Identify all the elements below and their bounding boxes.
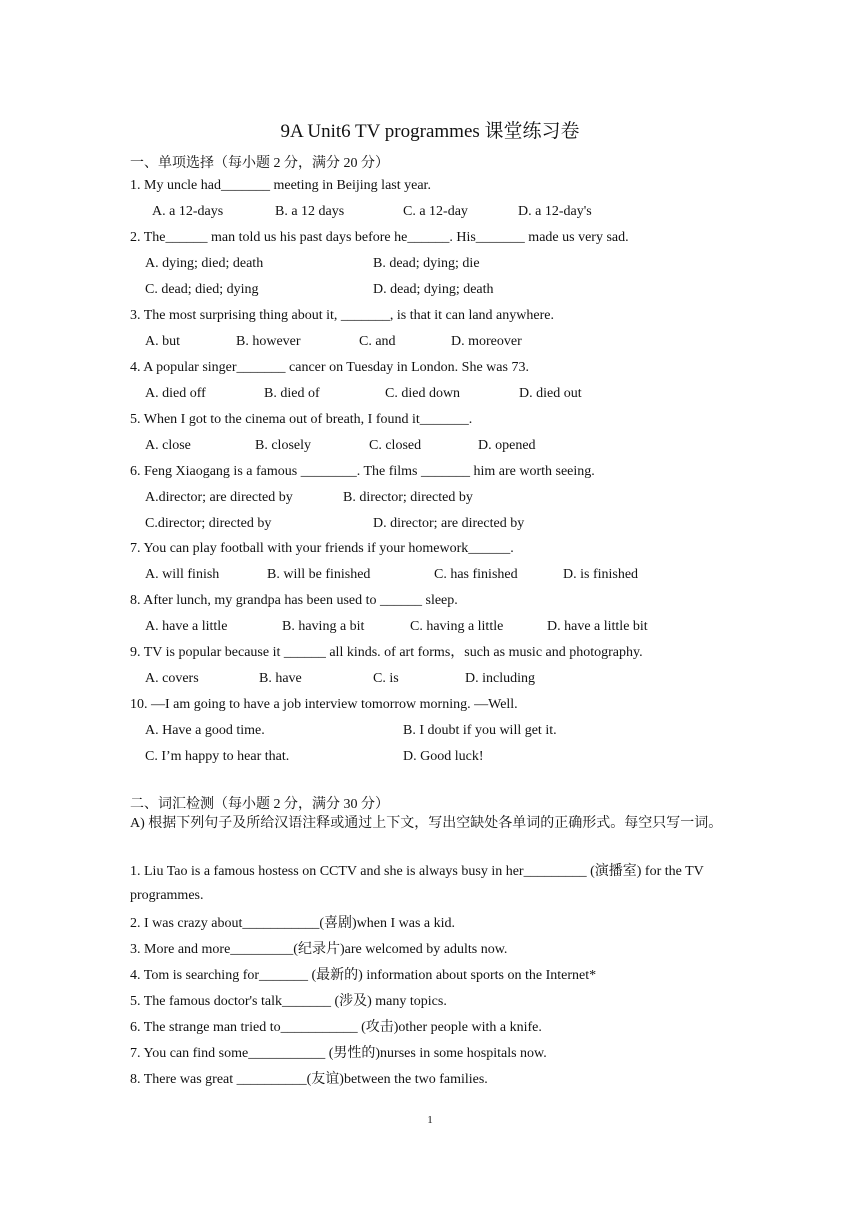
section-instruction: A) 根据下列句子及所给汉语注释或通过上下文，写出空缺处各单词的正确形式。每空只写一词。 — [130, 816, 723, 831]
section-heading-1: 一、单项选择（每小题 2 分，满分 20 分） — [130, 156, 389, 171]
option-c: C. I’m happy to hear that. — [145, 749, 290, 764]
vocab-item: 6. The strange man tried to___________ (攻击)other people with a knife. — [130, 1020, 542, 1035]
option-c: C. having a little — [410, 619, 504, 634]
option-b: B. director; directed by — [343, 490, 473, 505]
vocab-item: 3. More and more_________(纪录片)are welcomed by adults now. — [130, 942, 508, 957]
option-d: D. including — [465, 671, 535, 686]
option-c: C. a 12-day — [403, 204, 468, 219]
option-d: D. opened — [478, 438, 536, 453]
option-c: C. dead; died; dying — [145, 282, 259, 297]
question-stem: 3. The most surprising thing about it, _______, is that it can land anywhere. — [130, 308, 554, 323]
vocab-item: 2. I was crazy about___________(喜剧)when I was a kid. — [130, 916, 456, 931]
option-d: D. have a little bit — [547, 619, 648, 634]
option-d: D. is finished — [563, 567, 639, 582]
option-d: D. dead; dying; death — [373, 282, 494, 297]
page-number: 1 — [427, 1114, 433, 1126]
option-b: B. closely — [255, 438, 311, 453]
option-c: C. and — [359, 334, 396, 349]
option-b: B. I doubt if you will get it. — [403, 723, 557, 738]
option-d: D. a 12-day's — [518, 204, 592, 219]
option-b: B. however — [236, 334, 301, 349]
vocab-item: 7. You can find some___________ (男性的)nurses in some hospitals now. — [130, 1046, 547, 1061]
document-title: 9A Unit6 TV programmes 课堂练习卷 — [280, 121, 580, 142]
option-a: A. but — [145, 334, 180, 349]
option-a: A. a 12-days — [152, 204, 224, 219]
option-a: A. covers — [145, 671, 199, 686]
option-a: A. died off — [145, 386, 206, 401]
option-a: A. Have a good time. — [145, 723, 265, 738]
vocab-item: 1. Liu Tao is a famous hostess on CCTV and she is always busy in her_________ (演播室) for the TV programmes. — [130, 864, 704, 903]
option-c: C.director; directed by — [145, 516, 272, 531]
option-c: C. died down — [385, 386, 461, 401]
option-d: D. died out — [519, 386, 582, 401]
option-b: B. died of — [264, 386, 320, 401]
question-stem: 4. A popular singer_______ cancer on Tuesday in London. She was 73. — [130, 360, 529, 375]
vocab-item: 4. Tom is searching for_______ (最新的) information about sports on the Internet* — [130, 968, 597, 983]
question-stem: 6. Feng Xiaogang is a famous ________. The films _______ him are worth seeing. — [130, 464, 595, 479]
vocab-item: 8. There was great __________(友谊)between the two families. — [130, 1072, 488, 1087]
option-b: B. a 12 days — [275, 204, 345, 219]
option-d: D. Good luck! — [403, 749, 484, 764]
option-b: B. having a bit — [282, 619, 365, 634]
option-a: A.director; are directed by — [145, 490, 293, 505]
option-a: A. dying; died; death — [145, 256, 264, 271]
option-a: A. have a little — [145, 619, 228, 634]
section-heading-2: 二、词汇检测（每小题 2 分，满分 30 分） — [130, 797, 389, 812]
vocab-item: 5. The famous doctor's talk_______ (涉及) many topics. — [130, 994, 447, 1009]
question-stem: 5. When I got to the cinema out of breath, I found it_______. — [130, 412, 473, 427]
option-c: C. closed — [369, 438, 422, 453]
question-stem: 1. My uncle had_______ meeting in Beijing last year. — [130, 178, 431, 193]
question-stem: 10. —I am going to have a job interview tomorrow morning. —Well. — [130, 697, 518, 712]
question-stem: 9. TV is popular because it ______ all kinds. of art forms，such as music and photography. — [130, 645, 643, 660]
option-d: D. director; are directed by — [373, 516, 525, 531]
option-c: C. is — [373, 671, 399, 686]
question-stem: 2. The______ man told us his past days before he______. His_______ made us very sad. — [130, 230, 629, 245]
question-stem: 7. You can play football with your friends if your homework______. — [130, 541, 514, 556]
option-b: B. dead; dying; die — [373, 256, 480, 271]
option-b: B. will be finished — [267, 567, 371, 582]
option-c: C. has finished — [434, 567, 518, 582]
question-stem: 8. After lunch, my grandpa has been used to ______ sleep. — [130, 593, 458, 608]
option-b: B. have — [259, 671, 302, 686]
option-a: A. will finish — [145, 567, 220, 582]
option-a: A. close — [145, 438, 191, 453]
option-d: D. moreover — [451, 334, 522, 349]
